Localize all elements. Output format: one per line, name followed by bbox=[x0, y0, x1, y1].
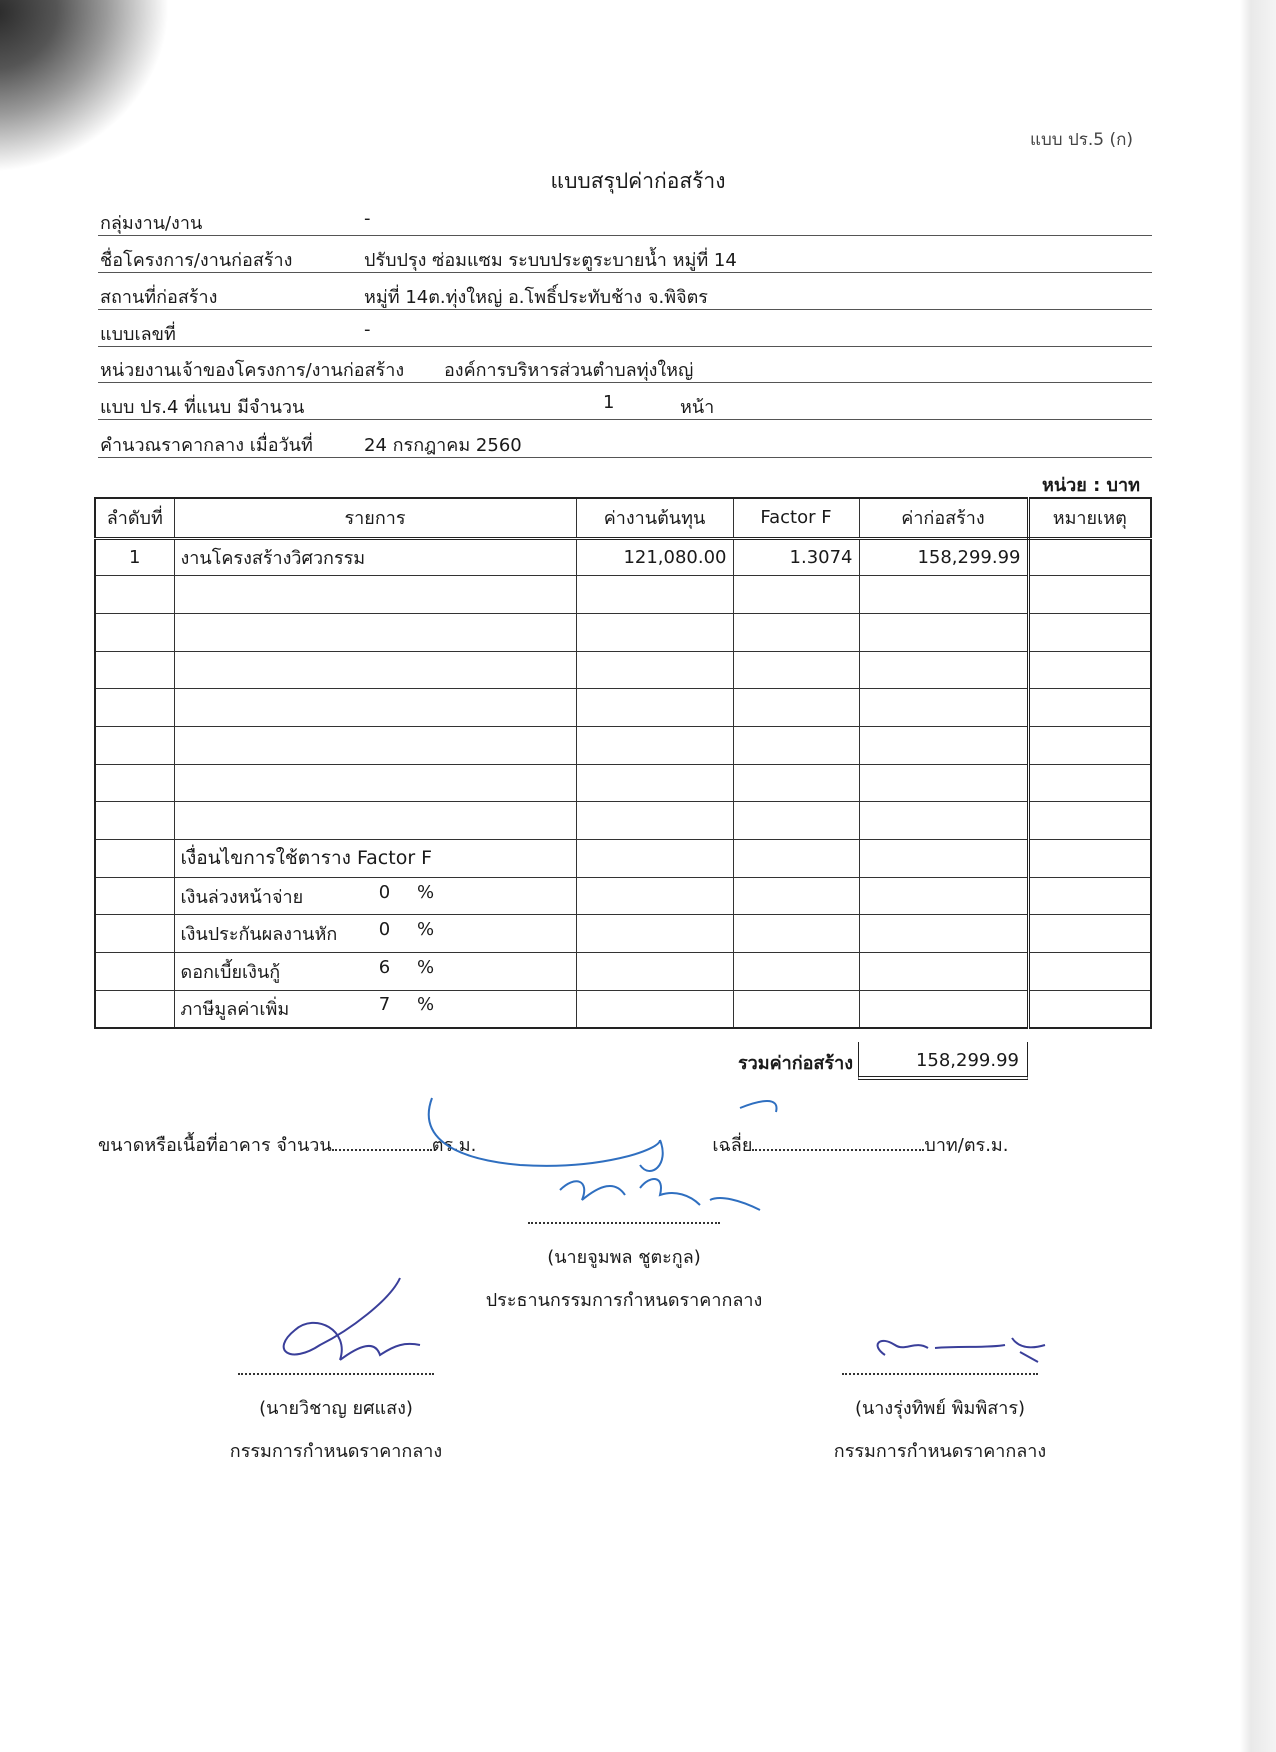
conditions-title: เงื่อนไขการใช้ตาราง Factor F bbox=[174, 840, 576, 878]
signer-name: (นายจูมพล ชูตะกูล) bbox=[547, 1247, 701, 1268]
table-row-empty bbox=[95, 726, 1151, 764]
signer-role: ประธานกรรมการกำหนดราคากลาง bbox=[485, 1290, 763, 1311]
area-line bbox=[98, 1130, 1009, 1159]
attachment-unit: หน้า bbox=[680, 397, 715, 418]
condition-name: เงินล่วงหน้าจ่าย bbox=[180, 886, 304, 908]
info-label: คำนวณราคากลาง เมื่อวันที่ bbox=[100, 435, 313, 456]
average-unit: บาท/ตร.ม. bbox=[924, 1135, 1009, 1156]
info-row-project bbox=[98, 237, 1152, 273]
row-cost: 121,080.00 bbox=[576, 538, 733, 576]
member1-signature bbox=[284, 1278, 420, 1360]
info-row-attachments bbox=[98, 384, 1152, 420]
area-blank bbox=[332, 1149, 432, 1151]
row-remark bbox=[1028, 538, 1151, 576]
info-label: แบบเลขที่ bbox=[100, 324, 176, 345]
member2-signature bbox=[878, 1338, 1045, 1362]
table-row bbox=[95, 538, 1151, 576]
signer-name: (นายวิชาญ ยศแสง) bbox=[259, 1398, 413, 1419]
condition-row bbox=[95, 953, 1151, 991]
info-label: สถานที่ก่อสร้าง bbox=[100, 287, 218, 308]
signature-chair bbox=[462, 1222, 786, 1314]
info-value: - bbox=[364, 208, 371, 229]
page-corner-shadow bbox=[0, 0, 196, 178]
area-prefix: ขนาดหรือเนื้อที่อาคาร จำนวน bbox=[98, 1135, 332, 1156]
signature-line bbox=[842, 1373, 1038, 1375]
table-row-empty bbox=[95, 689, 1151, 727]
condition-unit: % bbox=[416, 881, 435, 903]
condition-name: ภาษีมูลค่าเพิ่ม bbox=[180, 999, 290, 1021]
condition-unit: % bbox=[416, 919, 435, 941]
condition-unit: % bbox=[416, 994, 435, 1016]
document-title: แบบสรุปค่าก่อสร้าง bbox=[550, 169, 726, 193]
signature-member-1 bbox=[196, 1373, 476, 1465]
column-header: หมายเหตุ bbox=[1028, 498, 1151, 538]
row-total: 158,299.99 bbox=[859, 538, 1028, 576]
signature-line bbox=[528, 1222, 720, 1224]
row-item: งานโครงสร้างวิศวกรรม bbox=[174, 538, 576, 576]
condition-row bbox=[95, 877, 1151, 915]
info-row-owner bbox=[98, 347, 1152, 383]
signature-member-2 bbox=[800, 1373, 1080, 1465]
conditions-title-row bbox=[95, 840, 1151, 878]
condition-row bbox=[95, 990, 1151, 1028]
signer-role: กรรมการกำหนดราคากลาง bbox=[833, 1441, 1047, 1462]
info-value: หมู่ที่ 14ต.ทุ่งใหญ่ อ.โพธิ์ประทับช้าง จ.พิจิตร bbox=[364, 287, 708, 308]
total-label: รวมค่าก่อสร้าง bbox=[737, 1053, 853, 1074]
table-row-empty bbox=[95, 802, 1151, 840]
column-header: ค่าก่อสร้าง bbox=[859, 498, 1028, 538]
info-row-group bbox=[98, 200, 1152, 236]
signature-line bbox=[238, 1373, 434, 1375]
average-label: เฉลี่ย bbox=[712, 1135, 753, 1156]
column-header: Factor F bbox=[733, 498, 859, 538]
condition-value: 0 bbox=[378, 919, 391, 941]
unit-note: หน่วย : บาท bbox=[1042, 475, 1140, 496]
signer-role: กรรมการกำหนดราคากลาง bbox=[229, 1441, 443, 1462]
condition-name: ดอกเบี้ยเงินกู้ bbox=[180, 961, 281, 983]
info-label: ชื่อโครงการ/งานก่อสร้าง bbox=[100, 250, 293, 271]
condition-name: เงินประกันผลงานหัก bbox=[180, 924, 338, 946]
info-value: 24 กรกฎาคม 2560 bbox=[364, 435, 522, 456]
signer-name: (นางรุ่งทิพย์ พิมพิสาร) bbox=[854, 1398, 1026, 1419]
info-row-date bbox=[98, 422, 1152, 458]
condition-value: 7 bbox=[378, 994, 391, 1016]
table-row-empty bbox=[95, 613, 1151, 651]
condition-value: 0 bbox=[378, 881, 391, 903]
form-code: แบบ ปร.5 (ก) bbox=[1030, 130, 1134, 150]
info-value: - bbox=[364, 319, 371, 340]
attachment-count: 1 bbox=[603, 392, 615, 413]
info-label: แบบ ปร.4 ที่แนบ มีจำนวน bbox=[100, 397, 305, 418]
info-value: องค์การบริหารส่วนตำบลทุ่งใหญ่ bbox=[444, 360, 694, 381]
column-header: ลำดับที่ bbox=[95, 498, 174, 538]
column-header: ค่างานต้นทุน bbox=[576, 498, 733, 538]
table-header-row bbox=[95, 498, 1151, 538]
page-edge-shadow bbox=[1240, 0, 1276, 1752]
info-row-location bbox=[98, 274, 1152, 310]
condition-unit: % bbox=[416, 956, 435, 978]
condition-value: 6 bbox=[378, 956, 391, 978]
condition-row bbox=[95, 915, 1151, 953]
total-value: 158,299.99 bbox=[858, 1042, 1028, 1080]
info-value: ปรับปรุง ซ่อมแซม ระบบประตูระบายน้ำ หมู่ที่ 14 bbox=[364, 250, 737, 271]
info-row-drawing-no bbox=[98, 311, 1152, 347]
average-blank bbox=[752, 1149, 924, 1151]
row-factor: 1.3074 bbox=[733, 538, 859, 576]
row-number: 1 bbox=[95, 538, 174, 576]
table-row-empty bbox=[95, 651, 1151, 689]
table-row-empty bbox=[95, 764, 1151, 802]
column-header: รายการ bbox=[174, 498, 576, 538]
area-unit: ตร.ม. bbox=[431, 1135, 477, 1156]
table-row-empty bbox=[95, 576, 1151, 614]
info-label: หน่วยงานเจ้าของโครงการ/งานก่อสร้าง bbox=[100, 360, 405, 381]
cost-summary-table bbox=[94, 497, 1152, 1029]
info-label: กลุ่มงาน/งาน bbox=[100, 213, 203, 234]
